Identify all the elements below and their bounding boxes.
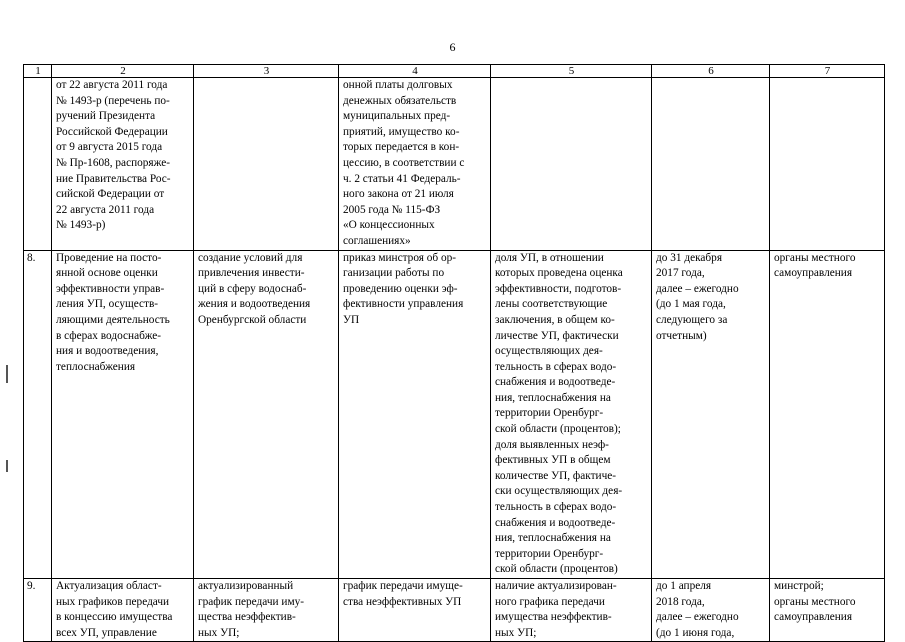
responsible-cell: минстрой; органы местного самоуправления xyxy=(770,579,885,642)
deadline-cell: до 1 апреля 2018 года, далее – ежегодно (до 1 июня года, xyxy=(652,579,770,642)
indicator-cell: наличие актуализирован- ного графика передачи имущества неэффектив- ных УП; xyxy=(491,579,652,642)
responsible-cell xyxy=(770,78,885,251)
table-row-continued xyxy=(24,78,885,251)
column-header: 5 xyxy=(491,65,652,78)
document-cell: онной платы долговых денежных обязательств муниципальных пред- приятий, имущество ко- торых передается в кон- цессию, в соответствии с ч. 2 статьи 41 Федераль- ного закона от 21 июля 2005 года № 115-ФЗ «О концессионных соглашениях» xyxy=(339,78,491,251)
scan-margin-mark xyxy=(6,460,8,472)
responsible-cell: органы местного самоуправления xyxy=(770,250,885,578)
deadline-cell xyxy=(652,78,770,251)
indicator-cell: доля УП, в отношении которых проведена оценка эффективности, подготов- лены соответствующие заключения, в общем ко- личестве УП, фактически осуществляющих дея- тельность в сферах водо- снабжения и водоотведе- ния, теплоснабжения на территории Оренбург- ской области (процентов); доля выявленных неэф- фективных УП в общем количестве УП, фактиче- ски осуществляющих дея- тельность в сферах водо- снабжения и водоотведе- ния, теплоснабжения на территории Оренбург- ской области (процентов) xyxy=(491,250,652,578)
column-header: 6 xyxy=(652,65,770,78)
measure-cell: от 22 августа 2011 года № 1493-р (перечень по- ручений Президента Российской Федерации от 9 августа 2015 года № Пр-1608, распоряже- ние Правительства Рос- сийской Федерации от 22 августа 2011 года № 1493-р) xyxy=(52,78,194,251)
goal-cell xyxy=(194,78,339,251)
document-cell: график передачи имуще- ства неэффективных УП xyxy=(339,579,491,642)
scan-margin-mark xyxy=(6,365,8,383)
goal-cell: актуализированный график передачи иму- щества неэффектив- ных УП; xyxy=(194,579,339,642)
measures-table xyxy=(23,64,885,642)
measure-cell: Актуализация област- ных графиков передачи в концессию имущества всех УП, управление xyxy=(52,579,194,642)
row-number-cell xyxy=(24,78,52,251)
page-number: 6 xyxy=(449,40,456,54)
deadline-cell: до 31 декабря 2017 года, далее – ежегодно (до 1 мая года, следующего за отчетным) xyxy=(652,250,770,578)
document-cell: приказ минстроя об ор- ганизации работы по проведению оценки эф- фективности управления УП xyxy=(339,250,491,578)
column-header: 4 xyxy=(339,65,491,78)
column-number-row xyxy=(24,65,885,78)
indicator-cell xyxy=(491,78,652,251)
column-header: 1 xyxy=(24,65,52,78)
table-row-8 xyxy=(24,250,885,578)
row-number-cell: 8. xyxy=(24,250,52,578)
table-row-9 xyxy=(24,579,885,642)
column-header: 3 xyxy=(194,65,339,78)
row-number-cell: 9. xyxy=(24,579,52,642)
column-header: 7 xyxy=(770,65,885,78)
column-header: 2 xyxy=(52,65,194,78)
goal-cell: создание условий для привлечения инвести- ций в сферу водоснаб- жения и водоотведения Оренбургской области xyxy=(194,250,339,578)
measure-cell: Проведение на посто- янной основе оценки эффективности управ- ления УП, осуществ- ляющими деятельность в сферах водоснабже- ния и водоотведения, теплоснабжения xyxy=(52,250,194,578)
